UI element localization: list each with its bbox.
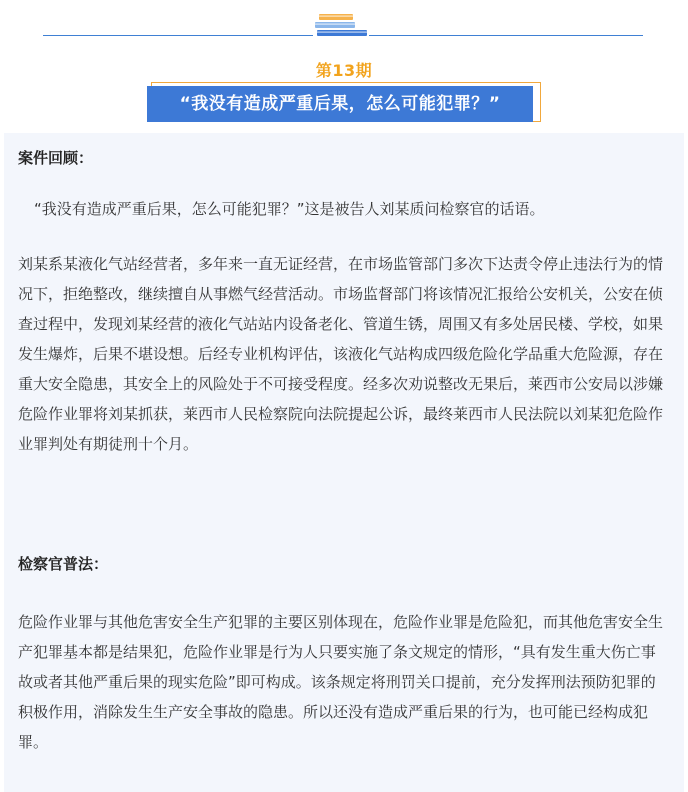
prosecutor-law-heading: 检察官普法： [18, 555, 109, 573]
case-review-heading: 案件回顾： [18, 149, 94, 167]
content-panel [4, 133, 684, 792]
law-paragraph: 危险作业罪与其他危害安全生产犯罪的主要区别体现在，危险作业罪是危险犯，而其他危害安全生产犯罪基本都是结果犯，危险作业罪是行为人只要实施了条文规定的情形，“具有发生重大伤亡事故或者其他严重后果的现实危险”即可构成。该条规定将刑罚关口提前，充分发挥刑法预防犯罪的积极作用，消除发生生产安全事故的隐患。所以还没有造成严重后果的行为，也可能已经构成犯罪。 [18, 613, 664, 751]
title-banner [147, 82, 537, 122]
issue-number: 第13期 [315, 61, 373, 80]
article-title: “我没有造成严重后果，怎么可能犯罪？” [147, 86, 533, 122]
case-paragraph: 刘某系某液化气站经营者，多年来一直无证经营，在市场监管部门多次下达责令停止违法行为的情况下，拒绝整改，继续擅自从事燃气经营活动。市场监督部门将该情况汇报给公安机关，公安在侦查过程中，发现刘某经营的液化气站站内设备老化、管道生锈，周围又有多处居民楼、学校，如果发生爆炸，后果不堪设想。后经专业机构评估，该液化气站构成四级危险化学品重大危险源，存在重大安全隐患，其安全上的风险处于不可接受程度。经多次劝说整改无果后，莱西市公安局以涉嫌危险作业罪将刘某抓获，莱西市人民检察院向法院提起公诉，最终莱西市人民法院以刘某犯危险作业罪判处有期徒刑十个月。 [18, 255, 664, 453]
quote-paragraph: “我没有造成严重后果，怎么可能犯罪？”这是被告人刘某质问检察官的话语。 [34, 200, 545, 218]
books-icon [313, 10, 369, 40]
